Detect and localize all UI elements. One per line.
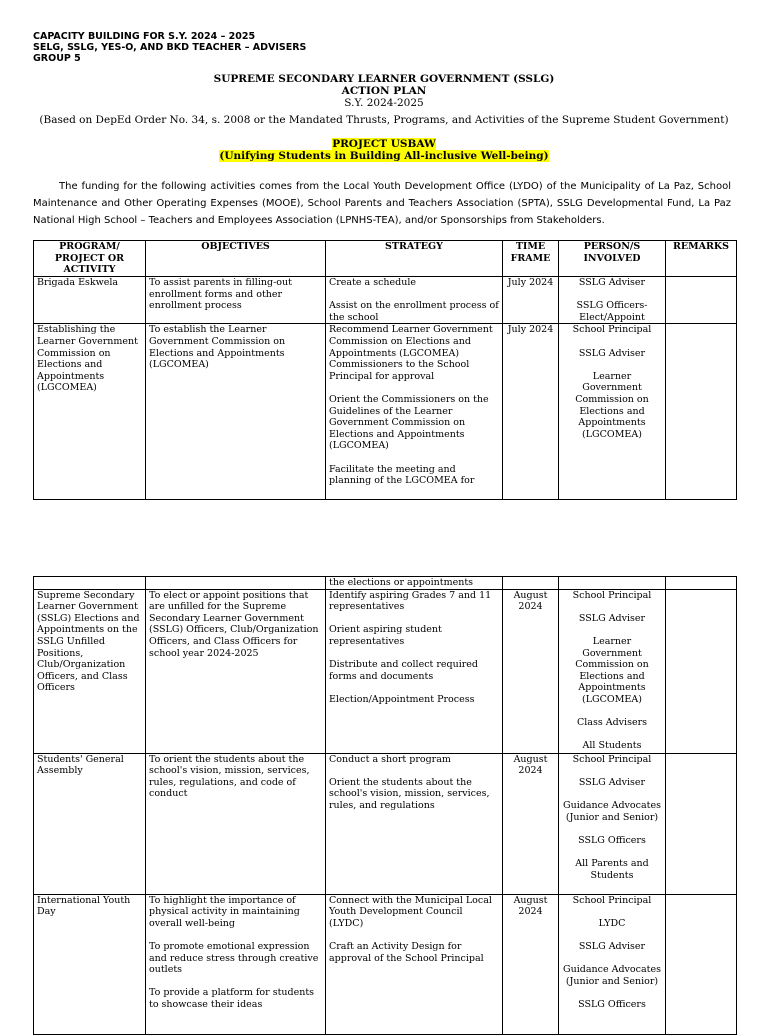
strategy-item: Craft an Activity Design for approval of the School Principal — [329, 940, 484, 964]
col-header-time-frame: TIME FRAME — [503, 241, 559, 277]
cell-remarks — [666, 753, 737, 894]
cell-persons — [559, 277, 666, 324]
person-item: Learner Government Commission on Elections and Appointments (LGCOMEA) — [575, 635, 649, 705]
cell-program: Brigada Eskwela — [34, 277, 146, 324]
cell-strategy: the elections or appointments — [326, 577, 503, 590]
person-item: SSLG Adviser — [578, 776, 646, 788]
person-item: SSLG Adviser — [578, 612, 646, 624]
cell-remarks — [666, 589, 737, 753]
strategy-item: Identify aspiring Grades 7 and 11 representatives — [329, 589, 492, 613]
doc-title: SUPREME SECONDARY LEARNER GOVERNMENT (SSLG) — [213, 73, 555, 85]
cell-time-frame: August 2024 — [503, 753, 559, 894]
cell-objectives: To assist parents in filling-out enrollment forms and other enrollment process — [146, 277, 326, 324]
doc-subtitle: ACTION PLAN — [341, 85, 427, 97]
basis-note: (Based on DepEd Order No. 34, s. 2008 or the Mandated Thrusts, Programs, and Activities of the Supreme Student Government) — [39, 114, 729, 126]
cell-persons — [559, 894, 666, 1034]
table-row — [34, 277, 737, 324]
cell-strategy — [326, 324, 503, 500]
person-item: Guidance Advocates (Junior and Senior) — [563, 799, 661, 823]
cell-program: International Youth Day — [34, 894, 146, 1034]
col-header-remarks: REMARKS — [666, 241, 737, 277]
cell-persons — [559, 589, 666, 753]
table-row-continuation — [34, 577, 737, 590]
cell-strategy — [326, 894, 503, 1034]
cell-objectives: To elect or appoint positions that are unfilled for the Supreme Secondary Learner Government (SSLG) Officers, Club/Organization Officers, and Class Officers for school year 2024-2025 — [146, 589, 326, 753]
person-item: SSLG Officers — [578, 998, 646, 1010]
project-name: PROJECT USBAW — [332, 138, 436, 150]
header-line-3: GROUP 5 — [33, 53, 81, 64]
person-item: SSLG Adviser — [578, 940, 646, 952]
cell-objectives — [146, 894, 326, 1034]
col-header-program: PROGRAM/ PROJECT OR ACTIVITY — [34, 241, 146, 277]
person-item: School Principal — [572, 894, 652, 906]
person-item: School Principal — [572, 589, 652, 601]
document-header — [33, 31, 306, 64]
cell-program: Supreme Secondary Learner Government (SSLG) Elections and Appointments on the SSLG Unfilled Positions, Club/Organization Officers, and Class Officers — [34, 589, 146, 753]
cell-persons — [559, 577, 666, 590]
project-full-name: (Unifying Students in Building All-inclusive Well-being) — [219, 150, 549, 162]
person-item: LYDC — [598, 917, 626, 929]
strategy-item: Recommend Learner Government Commission on Elections and Appointments (LGCOMEA) Commissioners to the School Principal for approval — [329, 324, 493, 382]
project-name-line — [0, 139, 768, 151]
person-item: SSLG Adviser — [578, 277, 646, 288]
cell-remarks — [666, 324, 737, 500]
funding-paragraph: The funding for the following activities comes from the Local Youth Development Office (LYDO) of the Municipality of La Paz, School Maintenance and Other Operating Expenses (MOOE), School Parents and Teachers Association (SPTA), SSLG Developmental Fund, La Paz National High School – Teachers and Employees Association (LPNHS-TEA), and/or Sponsorships from Stakeholders. — [33, 181, 731, 226]
objective-item: To highlight the importance of physical activity in maintaining overall well-being — [149, 894, 300, 929]
strategy-item: Distribute and collect required forms and documents — [329, 659, 479, 682]
person-item: Class Advisers — [576, 717, 647, 729]
cell-program: Students' General Assembly — [34, 753, 146, 894]
table-row — [34, 753, 737, 894]
cell-program — [34, 577, 146, 590]
cell-objectives: To establish the Learner Government Commission on Elections and Appointments (LGCOMEA) — [146, 324, 326, 500]
cell-remarks — [666, 577, 737, 590]
cell-remarks — [666, 277, 737, 324]
cell-persons — [559, 324, 666, 500]
strategy-item: Election/Appointment Process — [329, 693, 475, 705]
cell-remarks — [666, 894, 737, 1034]
person-item: Learner Government Commission on Elections and Appointments (LGCOMEA) — [575, 370, 649, 440]
person-item: SSLG Adviser — [578, 347, 646, 359]
objective-item: To promote emotional expression and reduce stress through creative outlets — [149, 940, 319, 976]
table-header-row — [34, 241, 737, 277]
project-full-line — [0, 151, 768, 163]
strategy-item: Conduct a short program — [329, 753, 451, 765]
strategy-item: Connect with the Municipal Local Youth Development Council (LYDC) — [329, 894, 492, 929]
cell-program: Establishing the Learner Government Commission on Elections and Appointments (LGCOMEA) — [34, 324, 146, 500]
cell-strategy — [326, 277, 503, 324]
header-line-1: CAPACITY BUILDING FOR S.Y. 2024 – 2025 — [33, 31, 256, 42]
person-item: All Parents and Students — [575, 857, 649, 881]
person-item: SSLG Officers — [578, 834, 646, 846]
person-item: SSLG Officers- Elect/Appoint — [576, 300, 648, 323]
person-item: Guidance Advocates (Junior and Senior) — [563, 964, 661, 987]
cell-time-frame — [503, 577, 559, 590]
cell-strategy — [326, 753, 503, 894]
strategy-item: Assist on the enrollment process of the school — [329, 300, 499, 323]
cell-persons — [559, 753, 666, 894]
school-year: S.Y. 2024-2025 — [344, 97, 424, 109]
cell-time-frame: July 2024 — [503, 277, 559, 324]
cell-time-frame: July 2024 — [503, 324, 559, 500]
action-plan-table-page-2 — [33, 576, 737, 1035]
cell-objectives: To orient the students about the school's vision, mission, services, rules, regulations, and code of conduct — [146, 753, 326, 894]
col-header-objectives: OBJECTIVES — [146, 241, 326, 277]
strategy-item: Orient the Commissioners on the Guidelines of the Learner Government Commission on Elections and Appointments (LGCOMEA) — [329, 393, 489, 452]
cell-time-frame: August 2024 — [503, 589, 559, 753]
table-row — [34, 324, 737, 500]
col-header-persons: PERSON/S INVOLVED — [559, 241, 666, 277]
person-item: School Principal — [572, 753, 652, 765]
action-plan-table-page-1 — [33, 240, 737, 500]
strategy-item: Create a schedule — [329, 277, 417, 288]
strategy-item: Orient the students about the school's vision, mission, services, rules, and regulations — [329, 776, 490, 811]
header-line-2: SELG, SSLG, YES-O, AND BKD TEACHER – ADVISERS — [33, 42, 307, 53]
table-row — [34, 589, 737, 753]
strategy-item: Orient aspiring student representatives — [329, 624, 442, 647]
cell-objectives — [146, 577, 326, 590]
person-item: All Students — [582, 740, 642, 752]
person-item: School Principal — [572, 324, 652, 336]
objective-item: To provide a platform for students to showcase their ideas — [149, 987, 315, 1010]
cell-strategy — [326, 589, 503, 753]
col-header-strategy: STRATEGY — [326, 241, 503, 277]
table-row — [34, 894, 737, 1034]
cell-time-frame: August 2024 — [503, 894, 559, 1034]
strategy-item: Facilitate the meeting and planning of the LGCOMEA for — [329, 463, 475, 487]
